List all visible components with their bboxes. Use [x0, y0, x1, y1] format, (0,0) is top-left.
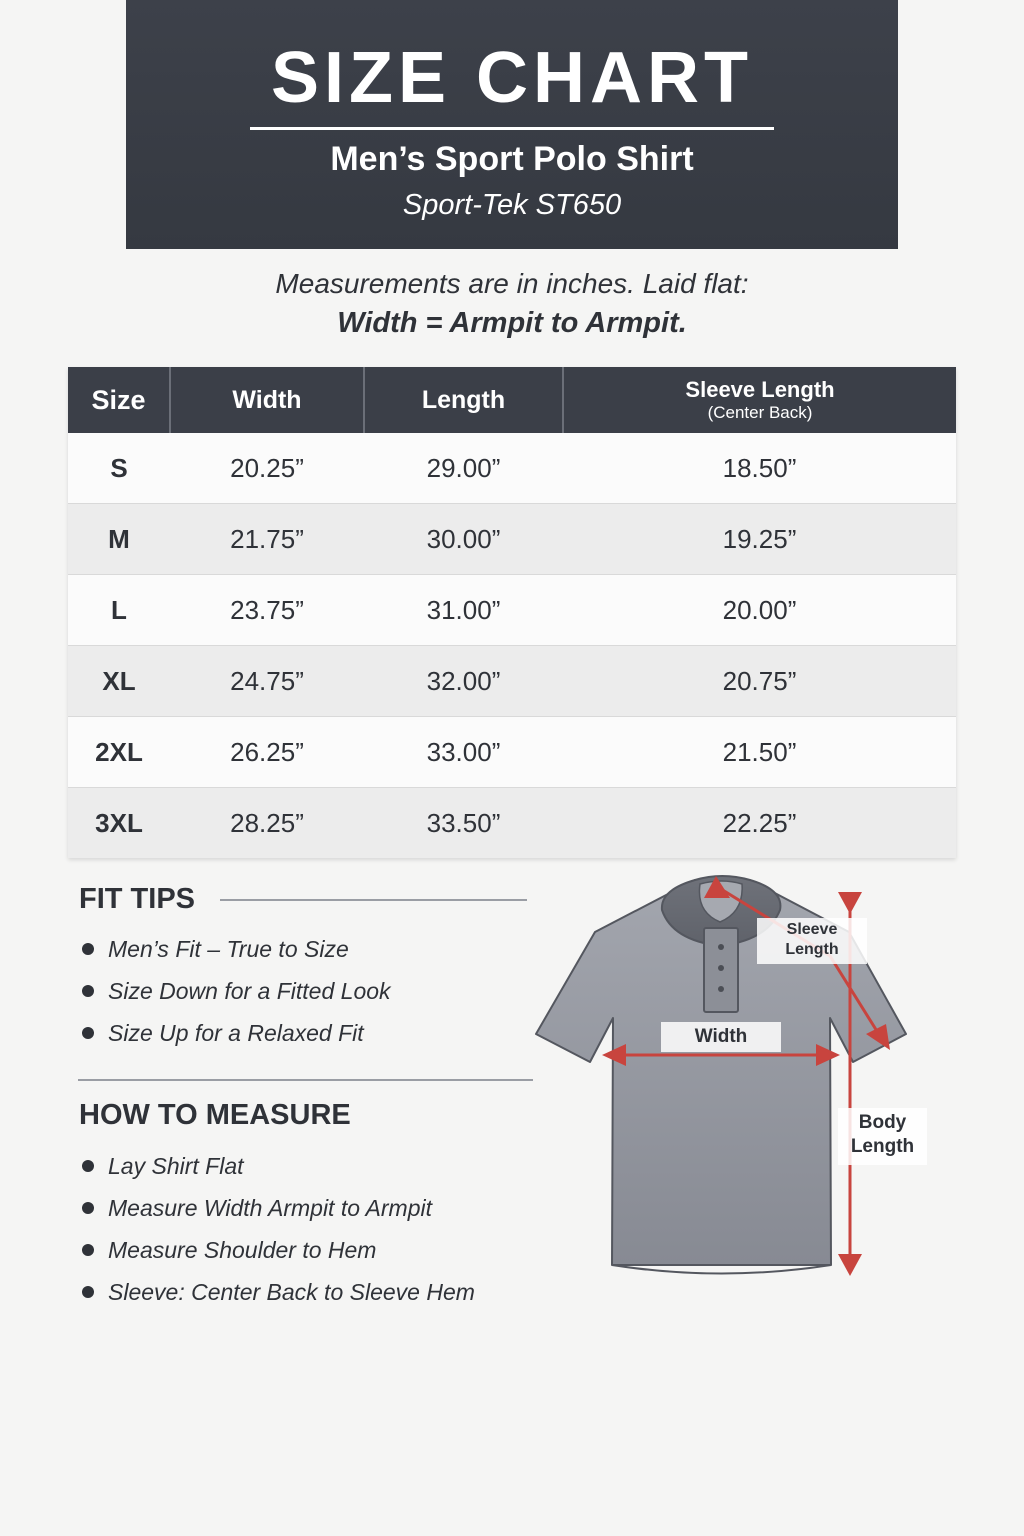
list-item-text: Size Down for a Fitted Look: [108, 978, 391, 1004]
section-divider: [78, 1079, 533, 1081]
column-header-length: Length: [364, 367, 563, 433]
table-row: [68, 646, 956, 717]
cell-size: 2XL: [68, 717, 170, 788]
body-length-label: [838, 1108, 927, 1165]
list-item: [82, 1275, 475, 1317]
column-header-sleeve-sublabel: (Center Back): [707, 403, 813, 422]
cell-length: 31.00”: [364, 575, 563, 646]
table-header-row: [68, 367, 956, 433]
how-to-measure-heading: HOW TO MEASURE: [79, 1099, 351, 1131]
cell-sleeve: 20.75”: [563, 646, 956, 717]
fit-tips-divider: [220, 899, 527, 901]
column-header-width: Width: [170, 367, 364, 433]
polo-shirt-icon: [520, 860, 940, 1290]
cell-length: 30.00”: [364, 504, 563, 575]
bullet-icon: [82, 943, 94, 955]
cell-sleeve: 18.50”: [563, 433, 956, 504]
table-row: [68, 433, 956, 504]
sleeve-length-label-line1: Sleeve: [786, 921, 838, 938]
list-item: [82, 1149, 475, 1191]
list-item-text: Measure Width Armpit to Armpit: [108, 1195, 433, 1221]
sleeve-length-label: [757, 918, 867, 964]
measurement-note: Measurements are in inches. Laid flat:: [275, 268, 749, 299]
list-item: [82, 1233, 475, 1275]
list-item: [82, 1191, 475, 1233]
cell-sleeve: 19.25”: [563, 504, 956, 575]
column-header-size: Size: [68, 367, 170, 433]
how-to-measure-list: [82, 1149, 475, 1317]
cell-size: 3XL: [68, 788, 170, 859]
bullet-icon: [82, 985, 94, 997]
cell-size: L: [68, 575, 170, 646]
cell-width: 23.75”: [170, 575, 364, 646]
cell-length: 33.00”: [364, 717, 563, 788]
cell-sleeve: 22.25”: [563, 788, 956, 859]
cell-size: XL: [68, 646, 170, 717]
cell-width: 24.75”: [170, 646, 364, 717]
product-model: Sport-Tek ST650: [402, 189, 622, 221]
list-item-text: Men’s Fit – True to Size: [108, 936, 349, 962]
header-banner: [126, 0, 898, 249]
column-header-sleeve-label: Sleeve Length: [685, 377, 835, 402]
size-table: [68, 367, 956, 858]
fit-tips-list: [82, 932, 391, 1058]
bullet-icon: [82, 1160, 94, 1172]
body-length-label-line2: Length: [850, 1136, 915, 1157]
list-item-text: Lay Shirt Flat: [108, 1153, 244, 1179]
sleeve-length-label-line2: Length: [785, 941, 839, 958]
list-item-text: Sleeve: Center Back to Sleeve Hem: [108, 1279, 475, 1305]
bullet-icon: [82, 1027, 94, 1039]
cell-width: 28.25”: [170, 788, 364, 859]
page-title: SIZE CHART: [271, 38, 753, 118]
table-row: [68, 504, 956, 575]
cell-width: 20.25”: [170, 433, 364, 504]
cell-size: S: [68, 433, 170, 504]
fit-tips-heading: FIT TIPS: [79, 883, 195, 915]
list-item-text: Measure Shoulder to Hem: [108, 1237, 377, 1263]
table-row: [68, 788, 956, 859]
list-item: [82, 974, 391, 1016]
cell-length: 32.00”: [364, 646, 563, 717]
cell-width: 26.25”: [170, 717, 364, 788]
measurement-note-emphasis: Width = Armpit to Armpit.: [337, 307, 687, 339]
table-row: [68, 717, 956, 788]
cell-size: M: [68, 504, 170, 575]
list-item: [82, 1016, 391, 1058]
body-length-label-line1: Body: [858, 1112, 907, 1133]
bullet-icon: [82, 1244, 94, 1256]
table-row: [68, 575, 956, 646]
bullet-icon: [82, 1286, 94, 1298]
list-item-text: Size Up for a Relaxed Fit: [108, 1020, 364, 1046]
cell-sleeve: 20.00”: [563, 575, 956, 646]
width-label: Width: [661, 1022, 781, 1052]
cell-sleeve: 21.50”: [563, 717, 956, 788]
column-header-sleeve: [563, 367, 956, 433]
list-item: [82, 932, 391, 974]
product-name: Men’s Sport Polo Shirt: [330, 140, 694, 178]
cell-width: 21.75”: [170, 504, 364, 575]
cell-length: 29.00”: [364, 433, 563, 504]
bullet-icon: [82, 1202, 94, 1214]
header-divider: [250, 127, 774, 130]
cell-length: 33.50”: [364, 788, 563, 859]
